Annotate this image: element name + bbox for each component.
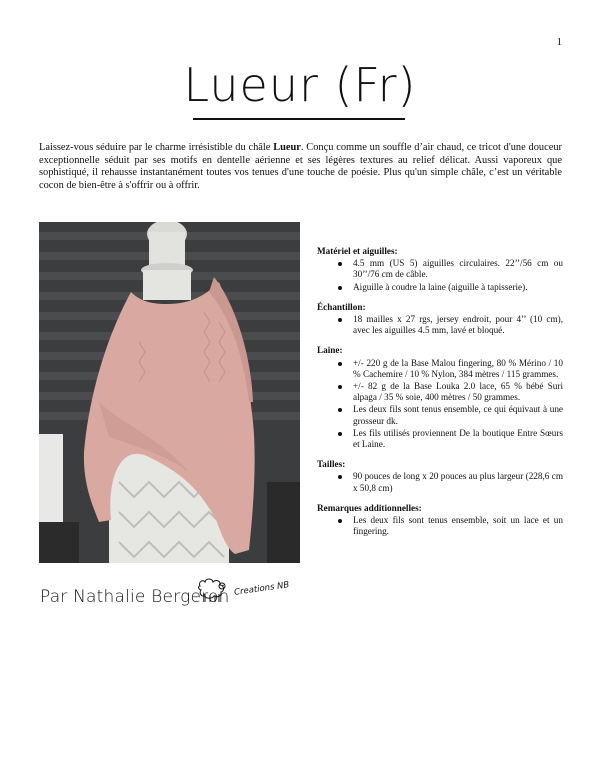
- list-item: Les fils utilisés proviennent De la boutique Entre Sœurs et Laine.: [317, 428, 563, 450]
- section-materiel: [317, 246, 563, 293]
- bullet-list: [317, 314, 563, 336]
- intro-paragraph: [39, 142, 562, 192]
- list-item: Les deux fils sont tenus ensemble, ce qui équivaut à une grosseur dk.: [317, 404, 563, 426]
- right-column: [317, 246, 563, 546]
- list-item: +/- 82 g de la Base Louka 2.0 lace, 65 % bébé Suri alpaga / 35 % soie, 400 mètres / 50 grammes.: [317, 381, 563, 403]
- section-remarques: [317, 503, 563, 538]
- list-item: Aiguille à coudre la laine (aiguille à tapisserie).: [317, 282, 563, 293]
- list-item: 18 mailles x 27 rgs, jersey endroit, pour 4’’ (10 cm), avec les aiguilles 4.5 mm, lavé et bloqué.: [317, 314, 563, 336]
- bullet-list: [317, 358, 563, 451]
- page-number: 1: [556, 36, 562, 48]
- title-underline: [193, 118, 405, 120]
- section-title: Matériel et aiguilles:: [317, 246, 398, 256]
- author-name: Par Nathalie Bergeron: [40, 587, 230, 607]
- section-title: Remarques additionnelles:: [317, 502, 422, 513]
- section-laine: [317, 345, 563, 450]
- bullet-list: [317, 258, 563, 293]
- bullet-list: [317, 515, 563, 537]
- shawl-photo: [39, 222, 300, 563]
- page-title: Lueur (Fr): [183, 58, 417, 112]
- intro-text-end: . Conçu comme un souffle d’air chaud, ce tricot d'une douceur exceptionnelle séduit par ses motifs en dentelle aérienne et ses légères textures au relief délicat. Aussi vaporeux que sophistiqué, il rehausse instantanément toutes vos tenues d'une touche de poésie. Plus qu'un simple châle, c’est un véritable cocon de bien-être à s'offrir ou à offrir.: [39, 142, 562, 191]
- intro-bold-name: Lueur: [273, 142, 301, 153]
- section-title: Laine:: [317, 345, 343, 356]
- bullet-list: [317, 471, 563, 493]
- section-title: Échantillon:: [317, 301, 366, 312]
- list-item: 4.5 mm (US 5) aiguilles circulaires. 22’’/56 cm ou 30’’/76 cm de câble.: [317, 258, 563, 280]
- section-tailles: [317, 459, 563, 494]
- logo-text: Creations NB: [233, 580, 290, 598]
- intro-text-start: Laissez-vous séduire par le charme irrésistible du châle: [39, 142, 274, 153]
- section-echantillon: [317, 302, 563, 337]
- list-item: +/- 220 g de la Base Malou fingering, 80 % Mérino / 10 % Cachemire / 10 % Nylon, 384 mètres / 115 grammes.: [317, 358, 563, 380]
- section-title: Tailles:: [317, 459, 346, 470]
- list-item: Les deux fils sont tenus ensemble, soit un lace et un fingering.: [317, 515, 563, 537]
- list-item: 90 pouces de long x 20 pouces au plus largeur (228,6 cm x 50,8 cm): [317, 471, 563, 493]
